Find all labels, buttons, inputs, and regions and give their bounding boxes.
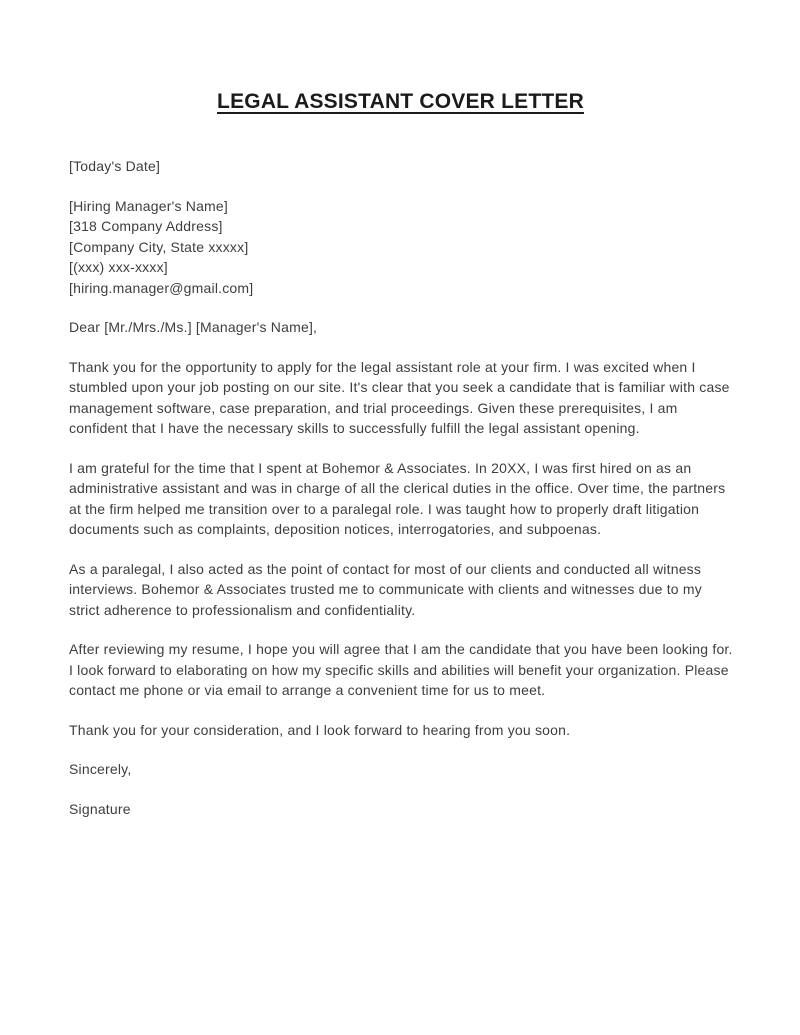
- signature-placeholder: Signature: [69, 800, 131, 817]
- body-paragraph-4: After reviewing my resume, I hope you will agree that I am the candidate that you have been looking for. I look forward to elaborating on how my specific skills and abilities will benefit your organization. Please contact me phone or via email to arrange a convenient time for us to meet.: [69, 641, 733, 698]
- letter-body: [69, 156, 733, 819]
- signoff: Sincerely,: [69, 761, 132, 777]
- body-paragraph-3: As a paralegal, I also acted as the point of contact for most of our clients and conducted all witness interviews. Bohemor & Associates trusted me to communicate with clients and witnesses due to my strict adherence to professionalism and confidentiality.: [69, 560, 702, 618]
- recipient-address-line: [318 Company Address]: [69, 218, 223, 234]
- recipient-city-state-line: [Company City, State xxxxx]: [69, 238, 249, 255]
- salutation: Dear [Mr./Mrs./Ms.] [Manager's Name],: [69, 319, 318, 335]
- date-line: [Today's Date]: [69, 158, 161, 174]
- letter-title: LEGAL ASSISTANT COVER LETTER: [217, 90, 584, 113]
- recipient-name-line: [Hiring Manager's Name]: [69, 197, 228, 214]
- body-paragraph-1: Thank you for the opportunity to apply for the legal assistant role at your firm. I was excited when I stumbled upon your job posting on our site. It's clear that you seek a candidate that is familiar with case management software, case preparation, and trial proceedings. Given these prerequisites, I am confident that I have the necessary skills to successfully fulfill the legal assistant opening.: [69, 358, 730, 436]
- closing-line: Thank you for your consideration, and I look forward to hearing from you soon.: [69, 721, 571, 738]
- recipient-phone-line: [(xxx) xxx-xxxx]: [69, 259, 168, 275]
- body-paragraph-2: I am grateful for the time that I spent at Bohemor & Associates. In 20XX, I was first hired on as an administrative assistant and was in charge of all the clerical duties in the office. Over time, the partners at the firm helped me transition over to a paralegal role. I was taught how to properly draft litigation documents such as complaints, deposition notices, interrogatories, and subpoenas.: [69, 459, 726, 537]
- recipient-block: [69, 196, 733, 299]
- recipient-email-line: [hiring.manager@gmail.com]: [69, 279, 254, 296]
